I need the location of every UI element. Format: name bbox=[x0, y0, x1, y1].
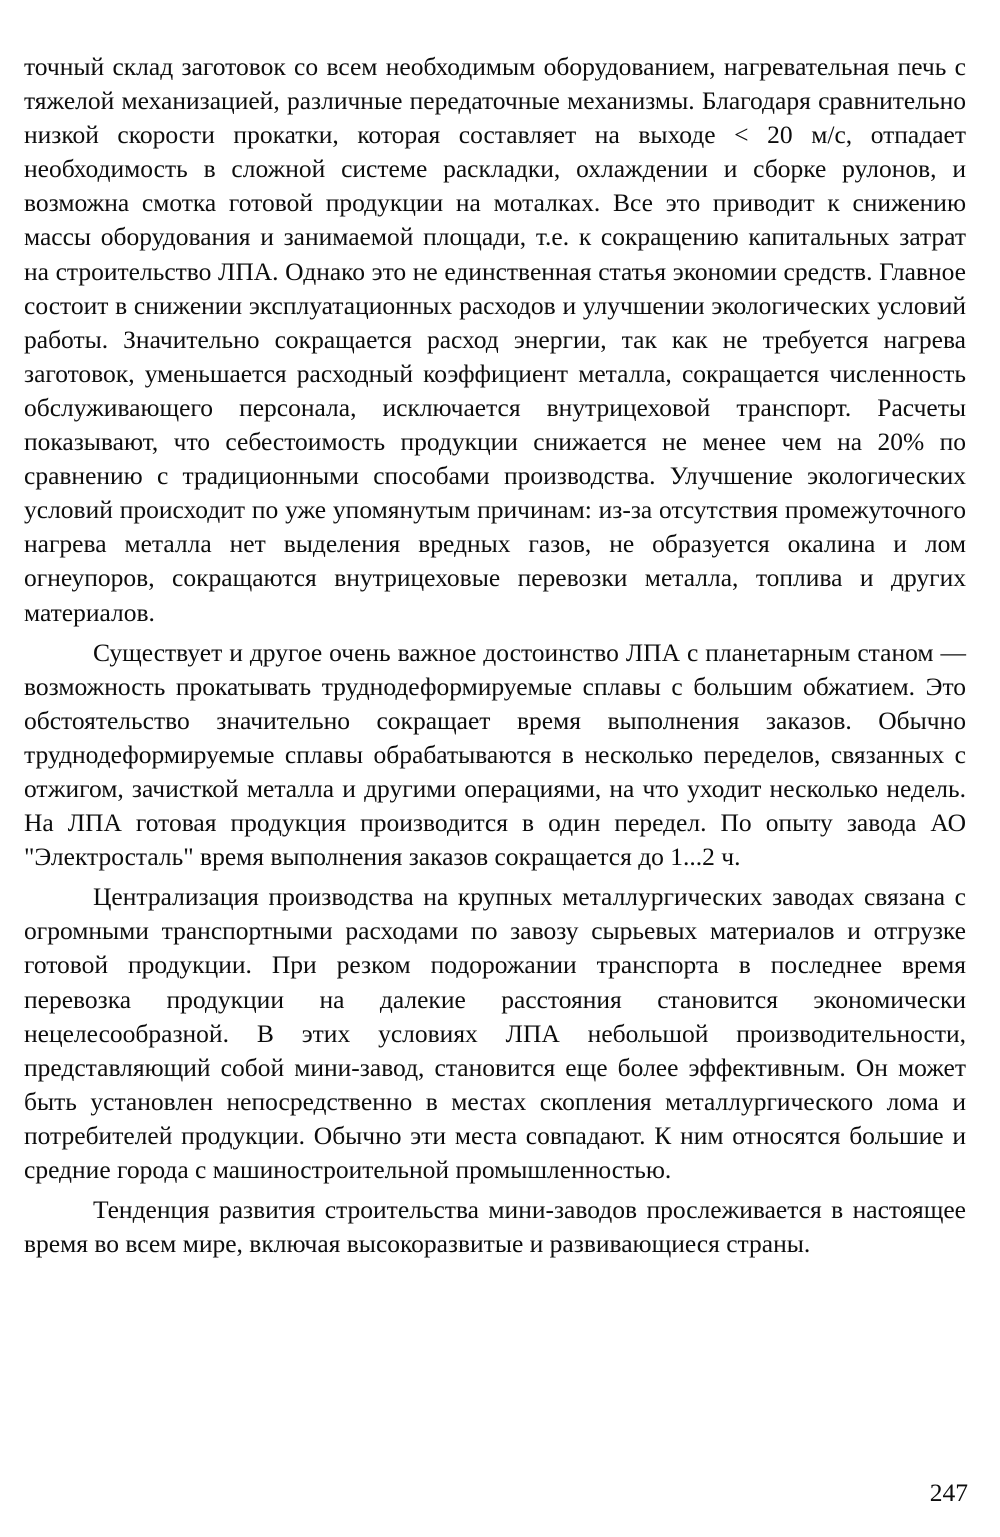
paragraph-mini-mills-trend: Тенденция развития строительства мини-заводов прослеживается в настоящее время во всем мире, включая высокоразвитые и развивающиеся страны. bbox=[24, 1195, 966, 1259]
paragraph-continuation: точный склад заготовок со всем необходимым оборудованием, нагревательная печь с тяжелой механизацией, различные передаточные механизмы. Благодаря сравнительно низкой скорости прокатки, которая составляет на выходе < 20 м/с, отпадает необходимость в сложной системе раскладки, охлаждении и сборке рулонов, и возможна смотка готовой продукции на моталках. Все это приводит к снижению массы оборудования и занимаемой площади, т.е. к сокращению капитальных затрат на строительство ЛПА. Однако это не единственная статья экономии средств. Главное состоит в снижении эксплуатационных расходов и улучшении экологических условий работы. Значительно сокращается расход энергии, так как не требуется нагрева заготовок, уменьшается расходный коэффициент металла, сокращается численность обслуживающего персонала, исключается внутрицеховой транспорт. Расчеты показывают, что себестоимость продукции снижается не менее чем на 20% по сравнению с традиционными способами производства. Улучшение экологических условий происходит по уже упомянутым причинам: из-за отсутствия промежуточного нагрева металла нет выделения вредных газов, не образуется окалина и лом огнеупоров, сокращаются внутрицеховые перевозки металла, топлива и других материалов. bbox=[24, 52, 966, 627]
paragraph-planetary-mill-advantage: Существует и другое очень важное достоинство ЛПА с планетарным станом — возможность прокатывать труднодеформируемые сплавы с большим обжатием. Это обстоятельство значительно сокращает время выполнения заказов. Обычно труднодеформируемые сплавы обрабатываются в несколько переделов, связанных с отжигом, зачисткой металла и другими операциями, на что уходит несколько недель. На ЛПА готовая продукция производится в один передел. По опыту завода АО "Электросталь" время выполнения заказов сокращается до 1...2 ч. bbox=[24, 637, 966, 872]
paragraph-centralization: Централизация производства на крупных металлургических заводах связана с огромными транспортными расходами по завозу сырьевых материалов и отгрузке готовой продукции. При резком подорожании транспорта в последнее время перевозка продукции на далекие расстояния становится экономически нецелесообразной. В этих условиях ЛПА небольшой производительности, представляющий собой мини-завод, становится еще более эффективным. Он может быть установлен непосредственно в местах скопления металлургического лома и потребителей продукции. Обычно эти места совпадают. К ним относятся большие и средние города с машиностроительной промышленностью. bbox=[24, 882, 966, 1184]
page-number: 247 bbox=[929, 1478, 968, 1507]
body-text bbox=[24, 50, 966, 1261]
